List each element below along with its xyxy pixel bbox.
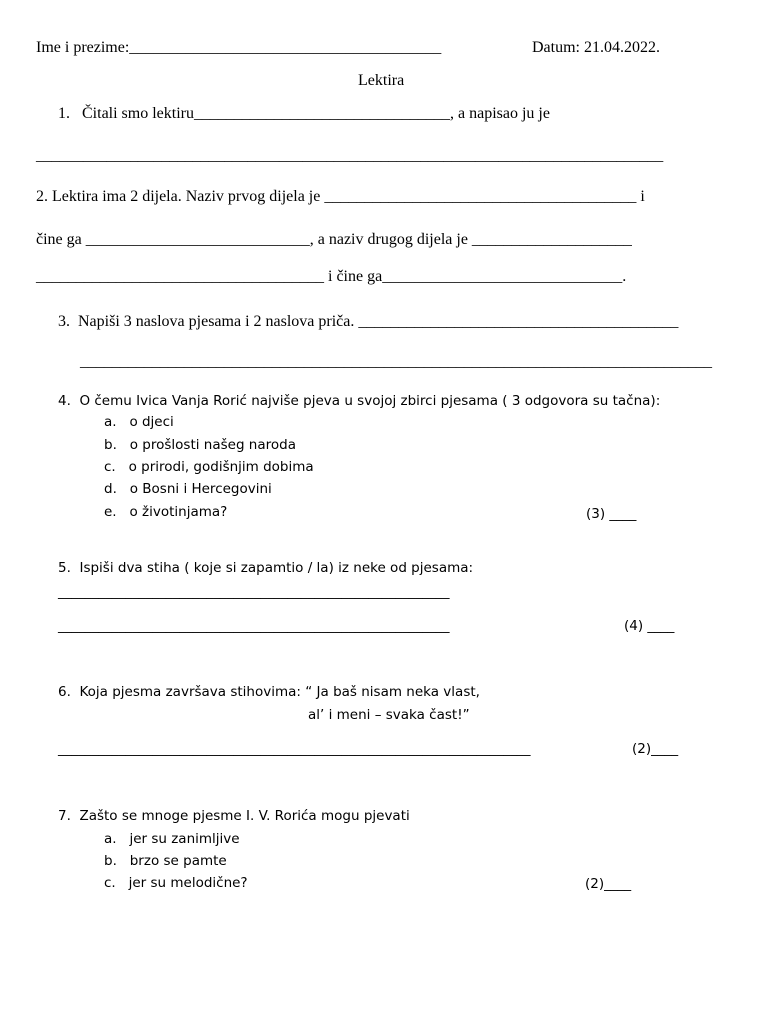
q7-option: b. brzo se pamte — [104, 853, 227, 869]
q1-line-2: ________________________________________________________________________________ — [36, 147, 664, 164]
q7-question: 7. Zašto se mnoge pjesme I. V. Rorića mogu pjevati — [58, 808, 410, 824]
q4-option: e. o životinjama? — [104, 504, 228, 520]
q5-answer-line-2: __________________________________________________________ — [58, 618, 450, 634]
q6-question: 6. Koja pjesma završava stihovima: “ Ja baš nisam neka vlast, — [58, 684, 480, 700]
page-title: Lektira — [358, 72, 405, 89]
q5-answer-line-1: __________________________________________________________ — [58, 584, 450, 600]
q1-line-1: 1. Čitali smo lektiru________________________________, a napisao ju je — [58, 105, 550, 122]
q5-question: 5. Ispiši dva stiha ( koje si zapamtio / la) iz neke od pjesama: — [58, 560, 474, 576]
q3-line-2: _______________________________________________________________________________ — [80, 353, 712, 370]
q2-line-1: 2. Lektira ima 2 dijela. Naziv prvog dijela je _______________________________________ i — [36, 188, 645, 205]
q4-option: a. o djeci — [104, 414, 174, 430]
q7-option: a. jer su zanimljive — [104, 831, 240, 847]
date-label: Datum: 21.04.2022. — [532, 39, 660, 56]
q7-points: (2)____ — [585, 876, 632, 892]
q4-option: b. o prošlosti našeg naroda — [104, 437, 296, 453]
q5-points: (4) ____ — [624, 618, 675, 634]
q4-question: 4. O čemu Ivica Vanja Rorić najviše pjeva u svojoj zbirci pjesama ( 3 odgovora su tačna): — [58, 393, 661, 409]
q4-option: c. o prirodi, godišnjim dobima — [104, 459, 314, 475]
q4-option: d. o Bosni i Hercegovini — [104, 481, 272, 497]
q3-line-1: 3. Napiši 3 naslova pjesama i 2 naslova priča. ________________________________________ — [58, 313, 679, 330]
name-label: Ime i prezime:_______________________________________ — [36, 39, 442, 56]
q2-line-3: ____________________________________ i čine ga______________________________. — [36, 268, 627, 285]
q7-option: c. jer su melodične? — [104, 875, 248, 891]
q4-points: (3) ____ — [586, 506, 637, 522]
q2-line-2: čine ga ____________________________, a naziv drugog dijela je ____________________ — [36, 231, 632, 248]
q6-answer-line: ______________________________________________________________________ — [58, 741, 531, 757]
q6-question-cont: al’ i meni – svaka čast!” — [308, 707, 470, 723]
q6-points: (2)____ — [632, 741, 679, 757]
